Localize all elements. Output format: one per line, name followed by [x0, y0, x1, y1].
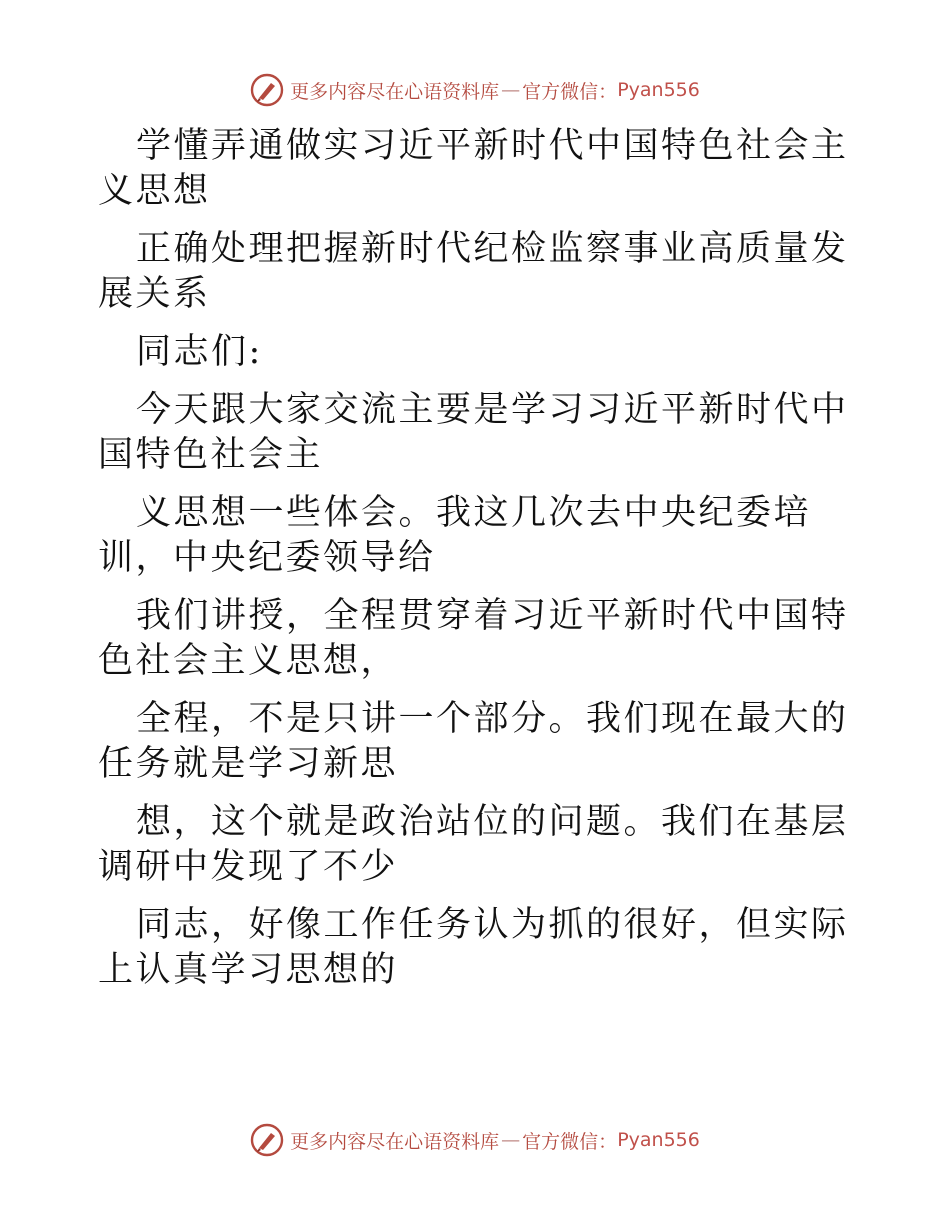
paragraph: 学懂弄通做实习近平新时代中国特色社会主义思想	[98, 126, 849, 211]
pen-logo-icon	[250, 73, 284, 107]
paragraph: 正确处理把握新时代纪检监察事业高质量发展关系	[98, 229, 849, 314]
pen-logo-icon	[250, 1123, 284, 1157]
paragraph: 我们讲授，全程贯穿着习近平新时代中国特色社会主义思想，	[98, 596, 849, 681]
banner-text: 更多内容尽在心语资料库	[290, 1130, 500, 1153]
banner-text: 更多内容尽在心语资料库	[290, 80, 500, 103]
paragraph: 同志们:	[136, 332, 263, 372]
banner-separator: —	[501, 1129, 521, 1151]
document-body	[98, 124, 858, 1006]
footer-watermark-banner	[0, 1120, 950, 1160]
banner-wechat-label: 官方微信：	[522, 1130, 618, 1153]
paragraph: 同志，好像工作任务认为抓的很好，但实际上认真学习思想的	[98, 905, 849, 990]
header-watermark-banner	[0, 70, 950, 110]
banner-wechat-label: 官方微信：	[522, 80, 618, 103]
banner-wechat-id: Pyan556	[617, 1129, 700, 1151]
banner-separator: —	[501, 79, 521, 101]
paragraph: 今天跟大家交流主要是学习习近平新时代中国特色社会主	[98, 390, 849, 475]
paragraph: 全程，不是只讲一个部分。我们现在最大的任务就是学习新思	[98, 699, 849, 784]
paragraph: 义思想一些体会。我这几次去中央纪委培训，中央纪委领导给	[98, 493, 812, 578]
banner-wechat-id: Pyan556	[617, 79, 700, 101]
paragraph: 想，这个就是政治站位的问题。我们在基层调研中发现了不少	[98, 802, 849, 887]
